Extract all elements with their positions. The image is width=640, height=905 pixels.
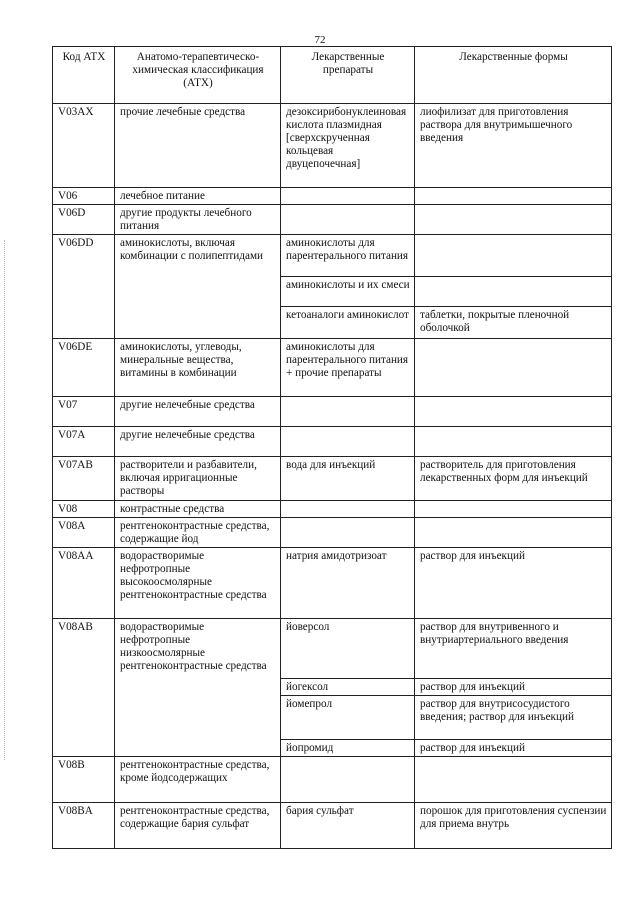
- dosage-form: раствор для инъекций: [415, 678, 612, 695]
- atx-code: V06D: [53, 204, 115, 234]
- table-row: [53, 618, 612, 678]
- drug-name: [281, 426, 415, 456]
- atx-code: V06DD: [53, 234, 115, 338]
- drug-name: [281, 188, 415, 205]
- table-row: [53, 547, 612, 618]
- atx-classification: растворители и разбавители, включая ирригационные растворы: [115, 456, 281, 500]
- table-row: [53, 234, 612, 276]
- atx-code: V08AB: [53, 618, 115, 756]
- atx-code: V03AX: [53, 104, 115, 188]
- table-row: [53, 500, 612, 517]
- atx-classification: рентгеноконтрастные средства, содержащие йод: [115, 517, 281, 547]
- drug-name: [281, 756, 415, 802]
- table-row: [53, 188, 612, 205]
- dosage-form: раствор для инъекций: [415, 739, 612, 756]
- table-row: [53, 426, 612, 456]
- atx-code: V06DE: [53, 338, 115, 396]
- table-row: [53, 338, 612, 396]
- table-row: [53, 456, 612, 500]
- drug-name: кетоаналоги аминокислот: [281, 306, 415, 338]
- drug-name: дезоксирибонуклеиновая кислота плазмидная [сверхскрученная кольцевая двуцепочечная]: [281, 104, 415, 188]
- dosage-form: [415, 756, 612, 802]
- table-row: [53, 204, 612, 234]
- dosage-form: [415, 517, 612, 547]
- header-code: Код АТХ: [53, 47, 115, 104]
- atx-code: V08BA: [53, 802, 115, 848]
- drug-name: йомепрол: [281, 695, 415, 739]
- dosage-form: [415, 276, 612, 306]
- atx-code: V07A: [53, 426, 115, 456]
- atx-classification: рентгеноконтрастные средства, кроме йодсодержащих: [115, 756, 281, 802]
- drug-name: аминокислоты и их смеси: [281, 276, 415, 306]
- dosage-form: [415, 500, 612, 517]
- dosage-form: таблетки, покрытые пленочной оболочкой: [415, 306, 612, 338]
- drug-name: йогексол: [281, 678, 415, 695]
- drug-name: йопромид: [281, 739, 415, 756]
- drug-name: [281, 500, 415, 517]
- header-drugs: Лекарственные препараты: [281, 47, 415, 104]
- drug-name: йоверсол: [281, 618, 415, 678]
- atx-code: V08: [53, 500, 115, 517]
- dosage-form: [415, 234, 612, 276]
- atx-classification: лечебное питание: [115, 188, 281, 205]
- dosage-form: [415, 338, 612, 396]
- atx-classification: контрастные средства: [115, 500, 281, 517]
- dosage-form: раствор для внутрисосудистого введения; раствор для инъекций: [415, 695, 612, 739]
- dosage-form: лиофилизат для приготовления раствора для внутримышечного введения: [415, 104, 612, 188]
- atx-code: V06: [53, 188, 115, 205]
- table-row: [53, 802, 612, 848]
- atx-code: V07: [53, 396, 115, 426]
- dosage-form: раствор для инъекций: [415, 547, 612, 618]
- atx-classification: водорастворимые нефротропные высокоосмолярные рентгеноконтрастные средства: [115, 547, 281, 618]
- atx-code: V08B: [53, 756, 115, 802]
- atx-classification: водорастворимые нефротропные низкоосмолярные рентгеноконтрастные средства: [115, 618, 281, 756]
- table-header-row: [53, 47, 612, 104]
- drug-name: аминокислоты для парентерального питания: [281, 234, 415, 276]
- drug-name: бария сульфат: [281, 802, 415, 848]
- atx-table: [52, 46, 612, 849]
- atx-classification: рентгеноконтрастные средства, содержащие бария сульфат: [115, 802, 281, 848]
- table-row: [53, 756, 612, 802]
- atx-classification: прочие лечебные средства: [115, 104, 281, 188]
- dosage-form: раствор для внутривенного и внутриартериального введения: [415, 618, 612, 678]
- dosage-form: [415, 204, 612, 234]
- drug-name: вода для инъекций: [281, 456, 415, 500]
- drug-name: [281, 396, 415, 426]
- atx-classification: другие нелечебные средства: [115, 396, 281, 426]
- atx-classification: аминокислоты, включая комбинации с полипептидами: [115, 234, 281, 338]
- atx-code: V08A: [53, 517, 115, 547]
- dosage-form: [415, 188, 612, 205]
- drug-name: [281, 517, 415, 547]
- table-row: [53, 517, 612, 547]
- drug-name: [281, 204, 415, 234]
- table-row: [53, 104, 612, 188]
- drug-name: аминокислоты для парентерального питания + прочие препараты: [281, 338, 415, 396]
- table-row: [53, 396, 612, 426]
- atx-code: V07AB: [53, 456, 115, 500]
- dosage-form: растворитель для приготовления лекарственных форм для инъекций: [415, 456, 612, 500]
- header-classification: Анатомо-терапевтическо-химическая классификация (АТХ): [115, 47, 281, 104]
- dosage-form: [415, 396, 612, 426]
- atx-classification: аминокислоты, углеводы, минеральные вещества, витамины в комбинации: [115, 338, 281, 396]
- scan-edge-artifact: [4, 240, 6, 760]
- atx-code: V08AA: [53, 547, 115, 618]
- dosage-form: [415, 426, 612, 456]
- page-number: 72: [314, 34, 326, 46]
- atx-classification: другие нелечебные средства: [115, 426, 281, 456]
- header-forms: Лекарственные формы: [415, 47, 612, 104]
- drug-name: натрия амидотризоат: [281, 547, 415, 618]
- dosage-form: порошок для приготовления суспензии для приема внутрь: [415, 802, 612, 848]
- atx-classification: другие продукты лечебного питания: [115, 204, 281, 234]
